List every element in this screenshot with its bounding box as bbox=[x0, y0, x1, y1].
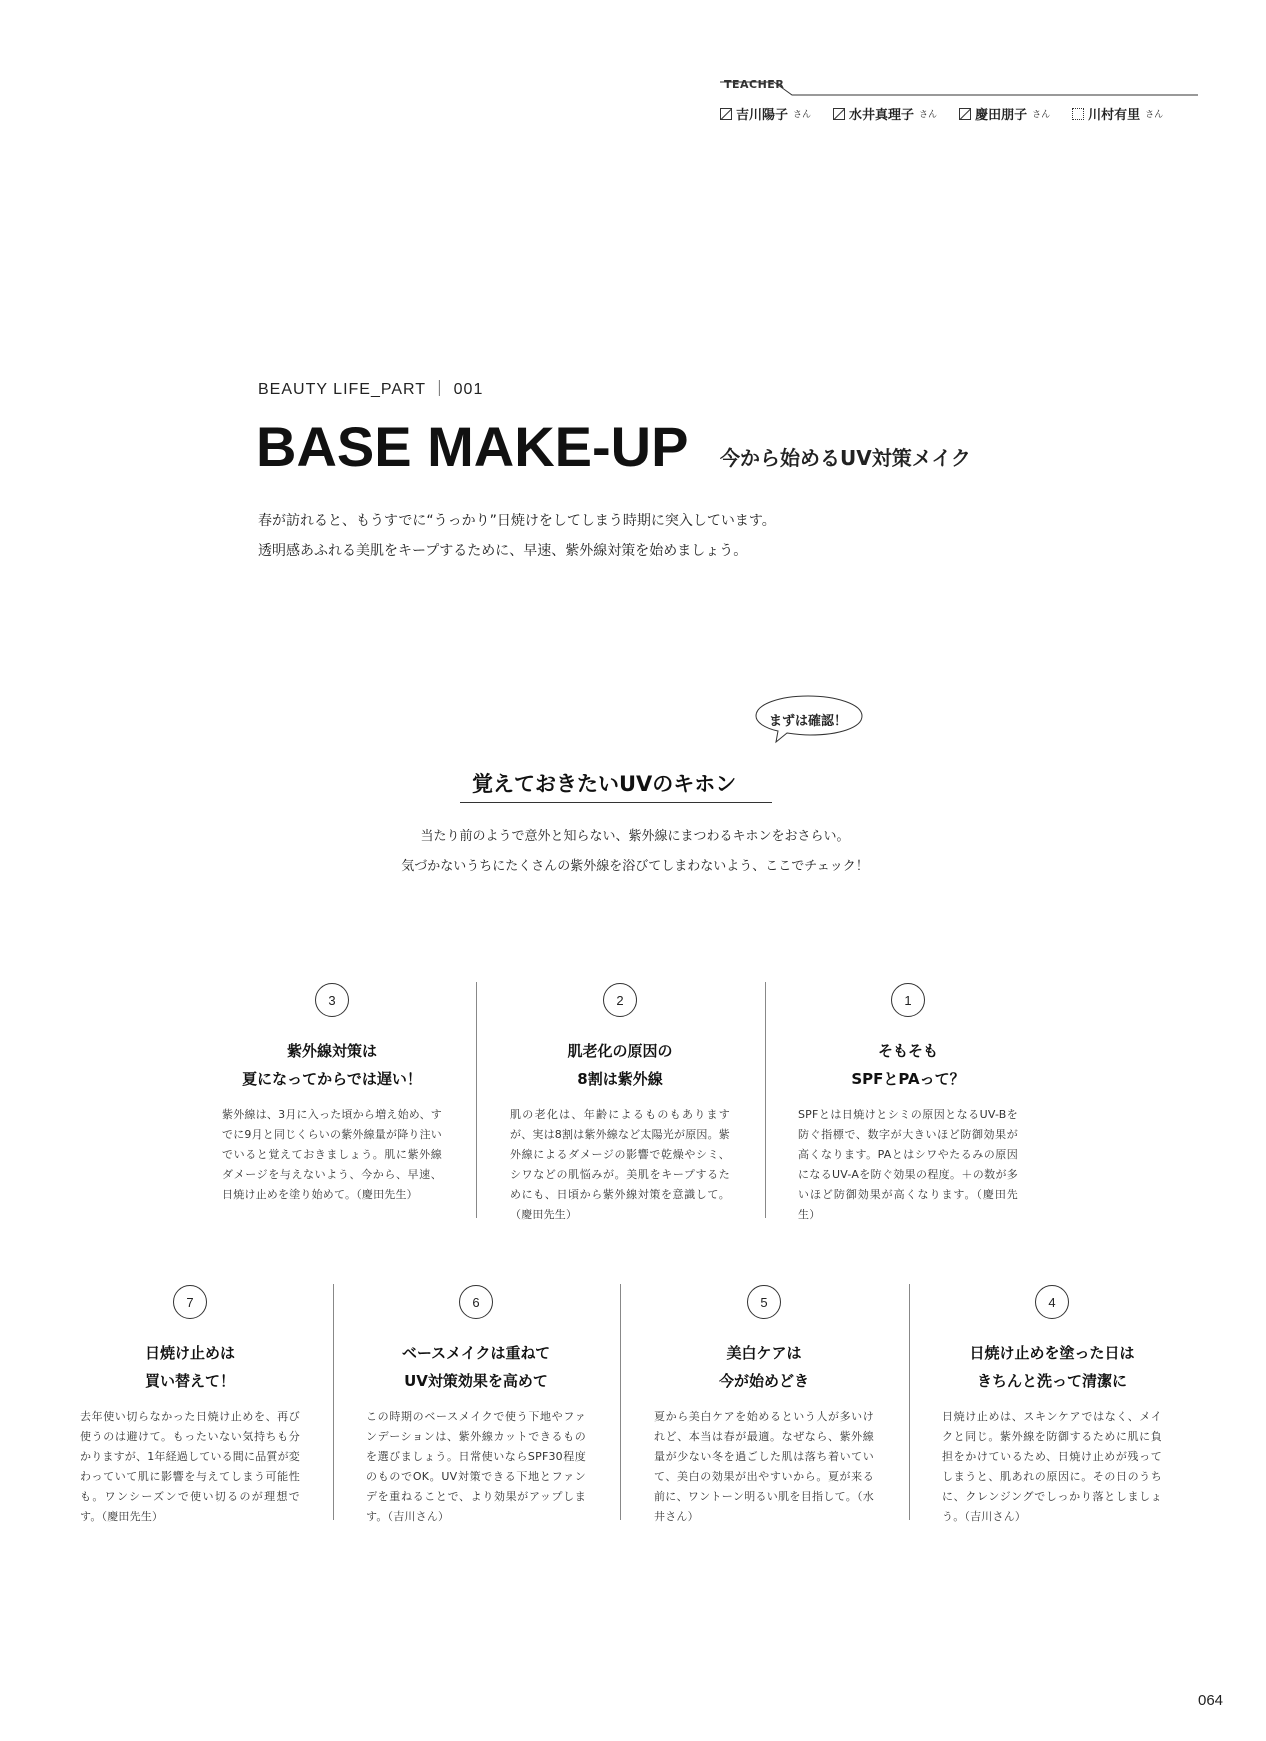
card-title bbox=[942, 1339, 1162, 1395]
card-title-line: 買い替えて！ bbox=[144, 1372, 235, 1390]
teacher-suffix: さん bbox=[1032, 110, 1051, 120]
slash-box-icon bbox=[720, 108, 732, 120]
card-title-line: 肌老化の原因の bbox=[567, 1042, 673, 1060]
uv-tip-card bbox=[654, 1285, 874, 1527]
uv-tip-card bbox=[366, 1285, 586, 1527]
page-title: BASE MAKE-UP bbox=[256, 415, 689, 478]
card-body: 日焼け止めは、スキンケアではなく、メイクと同じ。紫外線を防御するために肌に負担をかけているため、日焼け止めが残ってしまうと、肌あれの原因に。その日のうちに、クレンジングでしっかり落としましょう。（吉川さん） bbox=[942, 1410, 1162, 1523]
slash-box-icon bbox=[959, 108, 971, 120]
uv-tip-card bbox=[222, 983, 442, 1205]
uv-tip-card bbox=[798, 983, 1018, 1225]
teacher-item bbox=[959, 104, 1050, 123]
card-title-line: そもそも bbox=[877, 1042, 938, 1060]
teacher-suffix: さん bbox=[793, 110, 812, 120]
uv-tip-card bbox=[80, 1285, 300, 1527]
uv-tip-card bbox=[510, 983, 730, 1225]
bubble-label: まずは確認！ bbox=[768, 714, 847, 729]
card-number: 6 bbox=[459, 1285, 493, 1319]
teacher-name: 慶田朋子 bbox=[975, 108, 1028, 123]
section-desc-line: 気づかないうちにたくさんの紫外線を浴びてしまわないよう、ここでチェック！ bbox=[401, 859, 869, 874]
card-title-line: UV対策効果を高めて bbox=[404, 1372, 548, 1390]
card-title-line: 夏になってからでは遅い！ bbox=[242, 1070, 422, 1088]
card-body: この時期のベースメイクで使う下地やファンデーションは、紫外線カットできるものを選びましょう。日常使いならSPF30程度のものでOK。UV対策できる下地とファンデを重ねることで、より効果がアップします。（吉川さん） bbox=[366, 1410, 586, 1523]
teacher-suffix: さん bbox=[919, 110, 938, 120]
card-number: 2 bbox=[603, 983, 637, 1017]
teacher-item bbox=[1072, 104, 1163, 123]
card-body: SPFとは日焼けとシミの原因となるUV-Bを防ぐ指標で、数字が大きいほど防御効果が高くなります。PAとはシワやたるみの原因になるUV-Aを防ぐ効果の程度。＋の数が多いほど防御効果が高くなります。（慶田先生） bbox=[798, 1108, 1018, 1221]
part-label: BEAUTY LIFE_PART ｜ 001 bbox=[258, 381, 484, 398]
card-number: 1 bbox=[891, 983, 925, 1017]
card-body: 肌の老化は、年齢によるものもありますが、実は8割は紫外線など太陽光が原因。紫外線によるダメージの影響で乾燥やシミ、シワなどの肌悩みが。美肌をキープするためにも、日頃から紫外線対策を意識して。（慶田先生） bbox=[510, 1108, 730, 1221]
intro-line: 透明感あふれる美肌をキープするために、早速、紫外線対策を始めましょう。 bbox=[258, 543, 748, 559]
teacher-item bbox=[833, 104, 937, 123]
intro-line: 春が訪れると、もうすでに“うっかり”日焼けをしてしまう時期に突入しています。 bbox=[258, 513, 776, 529]
card-body: 去年使い切らなかった日焼け止めを、再び使うのは避けて。もったいない気持ちも分かりますが、1年経過している間に品質が変わっていて肌に影響を与えてしまう可能性も。ワンシーズンで使い切るのが理想です。（慶田先生） bbox=[80, 1410, 300, 1523]
card-title-line: ベースメイクは重ねて bbox=[401, 1344, 551, 1362]
teacher-label: TEACHER bbox=[724, 78, 785, 91]
teacher-name: 川村有里 bbox=[1088, 108, 1141, 123]
card-title bbox=[654, 1339, 874, 1395]
section-desc-line: 当たり前のようで意外と知らない、紫外線にまつわるキホンをおさらい。 bbox=[420, 829, 850, 844]
slash-box-icon bbox=[833, 108, 845, 120]
column-divider bbox=[765, 982, 766, 1218]
intro-text bbox=[258, 506, 776, 566]
card-title bbox=[798, 1037, 1018, 1093]
teacher-name: 吉川陽子 bbox=[736, 108, 789, 123]
card-title-line: 今が始めどき bbox=[718, 1372, 809, 1390]
teacher-list bbox=[720, 104, 1163, 123]
card-title-line: 紫外線対策は bbox=[286, 1042, 377, 1060]
section-title: 覚えておきたいUVのキホン bbox=[472, 772, 737, 796]
card-number: 7 bbox=[173, 1285, 207, 1319]
card-number: 5 bbox=[747, 1285, 781, 1319]
page-number: 064 bbox=[1198, 1692, 1224, 1709]
card-title-line: 日焼け止めを塗った日は bbox=[969, 1344, 1135, 1362]
section-underline bbox=[460, 802, 772, 803]
teacher-item bbox=[720, 104, 811, 123]
card-title-line: 日焼け止めは bbox=[144, 1344, 235, 1362]
card-title-line: SPFとPAって？ bbox=[851, 1070, 965, 1088]
card-body: 夏から美白ケアを始めるという人が多いけれど、本当は春が最適。なぜなら、紫外線量が少ない冬を過ごした肌は落ち着いていて、美白の効果が出やすいから。夏が来る前に、ワントーン明るい肌を目指して。（水井さん） bbox=[654, 1410, 874, 1523]
card-title bbox=[366, 1339, 586, 1395]
card-number: 3 bbox=[315, 983, 349, 1017]
teacher-suffix: さん bbox=[1145, 110, 1164, 120]
card-title-line: 美白ケアは bbox=[726, 1344, 802, 1362]
card-title-line: 8割は紫外線 bbox=[577, 1070, 663, 1088]
column-divider bbox=[620, 1284, 621, 1520]
column-divider bbox=[333, 1284, 334, 1520]
page-subtitle: 今から始めるUV対策メイク bbox=[720, 446, 971, 470]
card-title bbox=[222, 1037, 442, 1093]
section-description bbox=[300, 822, 970, 882]
column-divider bbox=[909, 1284, 910, 1520]
uv-tip-card bbox=[942, 1285, 1162, 1527]
card-title-line: きちんと洗って清潔に bbox=[976, 1372, 1127, 1390]
card-title bbox=[510, 1037, 730, 1093]
card-number: 4 bbox=[1035, 1285, 1069, 1319]
dotted-box-icon bbox=[1072, 108, 1084, 120]
card-body: 紫外線は、3月に入った頃から増え始め、すでに9月と同じくらいの紫外線量が降り注いでいると覚えておきましょう。肌に紫外線ダメージを与えないよう、今から、早速、日焼け止めを塗り始めて。（慶田先生） bbox=[222, 1108, 442, 1201]
teacher-name: 水井真理子 bbox=[849, 108, 915, 123]
card-title bbox=[80, 1339, 300, 1395]
column-divider bbox=[476, 982, 477, 1218]
